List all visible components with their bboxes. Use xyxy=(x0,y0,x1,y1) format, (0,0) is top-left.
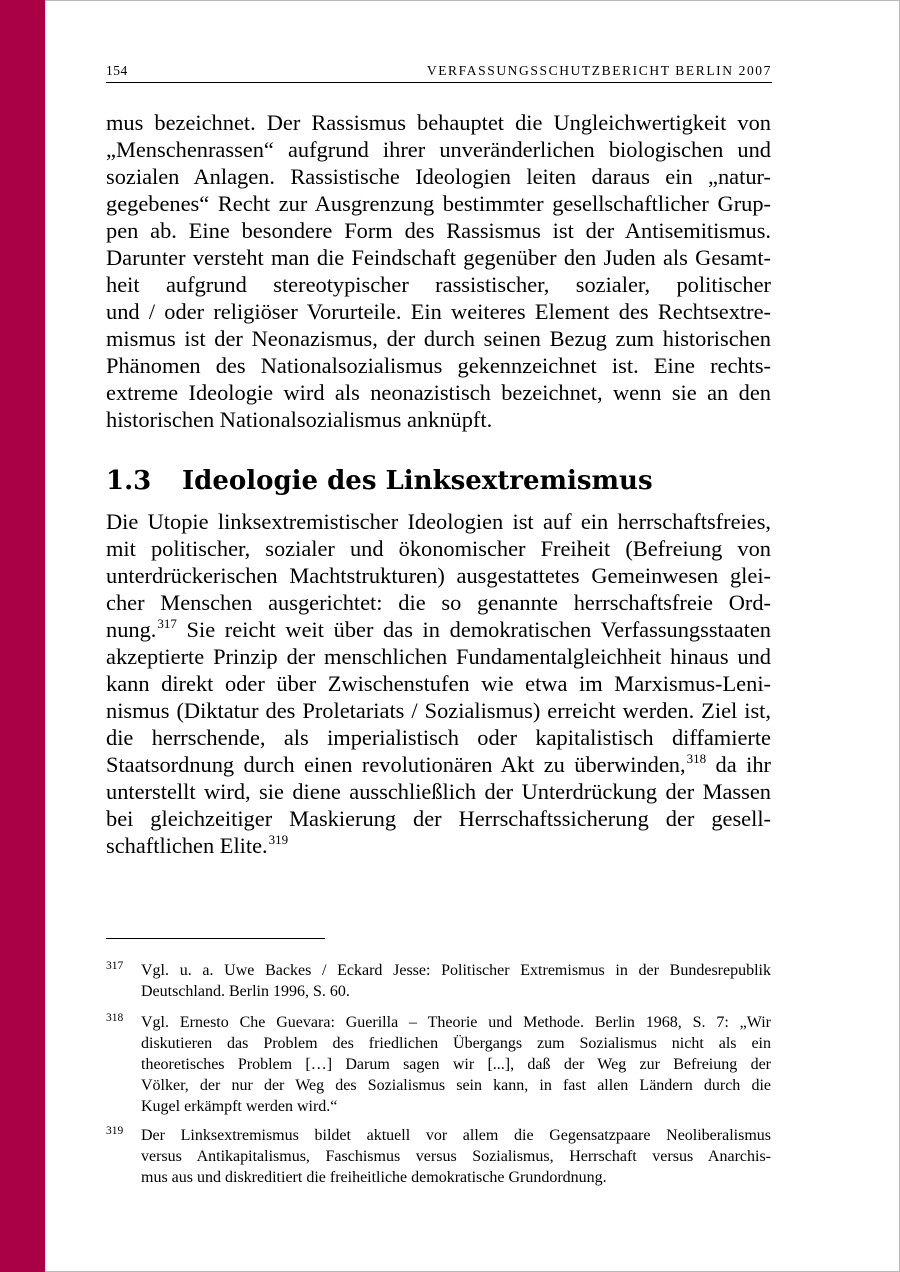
footnote-line: Vgl. Ernesto Che Guevara: Guerilla – Theorie und Methode. Berlin 1968, S. 7: „Wir xyxy=(141,1014,771,1031)
footnote-line: Deutschland. Berlin 1996, S. 60. xyxy=(141,983,350,1000)
footnote-ref-317[interactable]: 317 xyxy=(157,616,177,631)
text-line: gegebenes“ Recht zur Ausgrenzung bestimmter gesellschaftlicher Grup- xyxy=(106,191,771,216)
footnote-line: diskutieren das Problem des friedlichen Übergangs zum Sozialismus nicht als ein xyxy=(141,1035,771,1052)
text-line: historischen Nationalsozialismus anknüpft. xyxy=(106,407,493,432)
text-line: und / oder religiöser Vorurteile. Ein weiteres Element des Rechtsextre- xyxy=(106,299,771,324)
text-fragment: da ihr xyxy=(706,752,771,777)
text-fragment: Sie reicht weit über das in demokratischen Verfassungsstaaten xyxy=(176,617,771,642)
text-line: die herrschende, als imperialistisch oder kapitalistisch diffamierte xyxy=(106,725,771,750)
footnote-line: Der Linksextremismus bildet aktuell vor allem die Gegensatzpaare Neoliberalismus xyxy=(141,1127,771,1144)
footnote-line: theoretisches Problem […] Darum sagen wir [...], daß der Weg zur Befreiung der xyxy=(141,1056,771,1073)
footnote-number: 318 xyxy=(106,1012,124,1024)
footnote-line: Vgl. u. a. Uwe Backes / Eckard Jesse: Politischer Extremismus in der Bundesrepublik xyxy=(141,962,771,979)
text-line: nismus (Diktatur des Proletariats / Sozialismus) erreicht werden. Ziel ist, xyxy=(106,698,771,723)
footnote-line: Völker, der nur der Weg des Sozialismus sein kann, in fast allen Ländern durch die xyxy=(141,1077,771,1094)
text-line: unterdrückerischen Machtstrukturen) ausgestattetes Gemeinwesen glei- xyxy=(106,563,771,588)
text-line: heit aufgrund stereotypischer rassistischer, sozialer, politischer xyxy=(106,272,771,297)
text-line: pen ab. Eine besondere Form des Rassismus ist der Antisemitismus. xyxy=(106,218,771,243)
text-line: sozialen Anlagen. Rassistische Ideologien leiten daraus ein „natur- xyxy=(106,164,771,189)
paragraph-rassismus xyxy=(106,109,771,433)
text-line: mismus ist der Neonazismus, der durch seinen Bezug zum historischen xyxy=(106,326,771,351)
running-header-title: VERFASSUNGSSCHUTZBERICHT BERLIN 2007 xyxy=(426,63,772,78)
text-fragment: Staatsordnung durch einen revolutionären Akt zu überwinden, xyxy=(106,752,686,777)
text-line xyxy=(106,751,771,778)
text-line: „Menschenrassen“ aufgrund ihrer unveränderlichen biologischen und xyxy=(106,137,771,162)
footnote-ref-318[interactable]: 318 xyxy=(686,751,707,766)
footnote-line: versus Antikapitalismus, Faschismus versus Sozialismus, Herrschaft versus Anarchis- xyxy=(141,1148,771,1165)
footnote-text xyxy=(141,960,771,1002)
footnote-separator xyxy=(106,938,325,939)
text-line: cher Menschen ausgerichtet: die so genannte herrschaftsfreie Ord- xyxy=(106,590,771,615)
footnote-text xyxy=(141,1012,771,1117)
text-line xyxy=(106,616,771,643)
footnote-number: 319 xyxy=(106,1125,124,1137)
text-fragment: nung. xyxy=(106,617,157,642)
section-title: Ideologie des Linksextremismus xyxy=(182,466,653,496)
text-fragment: schaftlichen Elite. xyxy=(106,833,268,858)
text-line xyxy=(106,832,771,859)
text-line: unterstellt wird, sie diene ausschließlich der Unterdrückung der Massen xyxy=(106,779,771,804)
footnote-ref-319[interactable]: 319 xyxy=(268,832,289,847)
paragraph-linksextremismus xyxy=(106,508,771,859)
section-number: 1.3 xyxy=(106,466,152,496)
text-line: mit politischer, sozialer und ökonomischer Freiheit (Befreiung von xyxy=(106,536,771,561)
text-line: mus bezeichnet. Der Rassismus behauptet die Ungleichwertigkeit von xyxy=(106,110,771,135)
footnote-text xyxy=(141,1125,771,1188)
text-line: kann direkt oder über Zwischenstufen wie etwa im Marxismus-Leni- xyxy=(106,671,771,696)
text-line: extreme Ideologie wird als neonazistisch bezeichnet, wenn sie an den xyxy=(106,380,771,405)
footnote-line: mus aus und diskreditiert die freiheitliche demokratische Grundordnung. xyxy=(141,1169,607,1186)
page-number: 154 xyxy=(106,63,128,78)
side-color-band xyxy=(0,0,45,1272)
text-line: Darunter versteht man die Feindschaft gegenüber den Juden als Gesamt- xyxy=(106,245,771,270)
footnote-line: Kugel erkämpft werden wird.“ xyxy=(141,1098,338,1115)
text-line: Phänomen des Nationalsozialismus gekennzeichnet ist. Eine rechts- xyxy=(106,353,771,378)
section-heading xyxy=(106,466,653,496)
text-line: Die Utopie linksextremistischer Ideologien ist auf ein herrschaftsfreies, xyxy=(106,509,771,534)
text-line: akzeptierte Prinzip der menschlichen Fundamentalgleichheit hinaus und xyxy=(106,644,771,669)
footnote-number: 317 xyxy=(106,960,124,972)
running-header xyxy=(106,63,772,83)
text-line: bei gleichzeitiger Maskierung der Herrschaftssicherung der gesell- xyxy=(106,806,771,831)
